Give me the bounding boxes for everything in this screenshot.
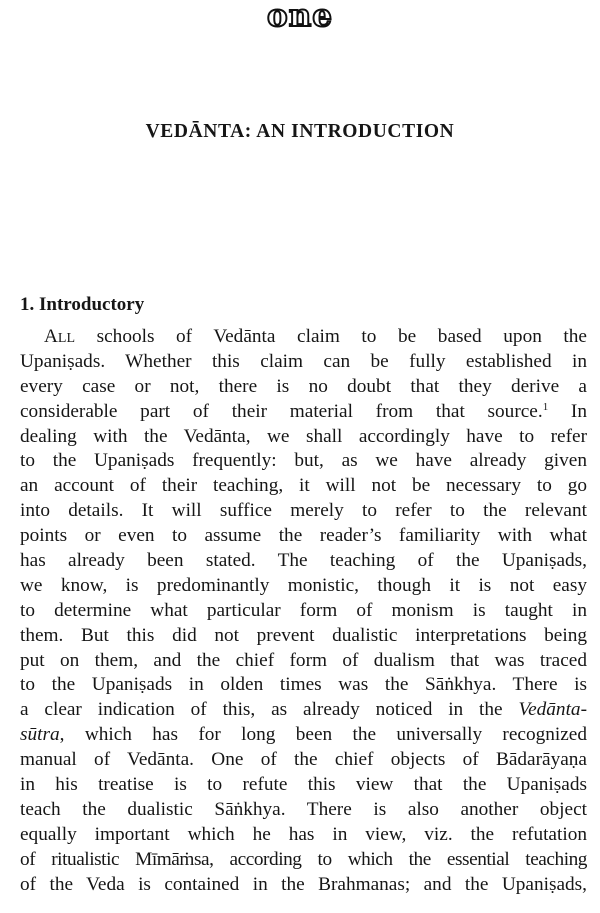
section-heading: 1. Introductory — [20, 294, 145, 315]
text-line: has already been stated. The teaching of the Upaniṣads, — [20, 550, 587, 572]
text-line: dealing with the Vedānta, we shall accordingly have to refer — [20, 425, 587, 447]
italic-title: sūtra — [20, 724, 60, 746]
text-line: to the Upaniṣads frequently: but, as we have already given — [20, 450, 587, 472]
text-line: we know, is predominantly monistic, though it is not easy — [20, 574, 587, 596]
text-line: manual of Vedānta. One of the chief objects of Bādarāyaṇa — [20, 749, 587, 771]
text-line: to determine what particular form of monism is taught in — [20, 599, 587, 621]
text-line: All schools of Vedānta claim to be based upon the — [44, 326, 587, 347]
text-line: put on them, and the chief form of dualism that was traced — [20, 649, 587, 671]
text-line: to the Upaniṣads in olden times was the Sāṅkhya. There is — [20, 674, 587, 696]
text-line: sūtra, which has for long been the universally recognized — [20, 724, 587, 746]
footnote-marker: 1 — [542, 400, 549, 413]
text-line: points or even to assume the reader’s familiarity with what — [20, 525, 587, 547]
text-line: an account of their teaching, it will not be necessary to go — [20, 475, 587, 497]
text-line: Upaniṣads. Whether this claim can be fully established in — [20, 350, 587, 372]
text-line: of the Veda is contained in the Brahmanas; and the Upaniṣads, — [20, 873, 587, 895]
chapter-title: VEDĀNTA: AN INTRODUCTION — [145, 121, 455, 142]
text-line: considerable part of their material from that source.$^1$ In — [20, 400, 587, 422]
lead-small-caps: All — [44, 326, 76, 347]
text-line: a clear indication of this, as already noticed in the Vedānta- — [20, 699, 587, 721]
body-paragraph — [20, 325, 587, 897]
text-line: in his treatise is to refute this view that the Upaniṣads — [20, 774, 587, 796]
text-line: them. But this did not prevent dualistic interpretations being — [20, 624, 587, 646]
text-line: into details. It will suffice merely to refer to the relevant — [20, 500, 587, 522]
text-line: equally important which he has in view, viz. the refutation — [20, 823, 587, 845]
text-line: of ritualistic Mīmāṁsa, according to which the essential teaching — [20, 848, 587, 870]
chapter-number: one — [267, 0, 333, 34]
text-line: every case or not, there is no doubt that they derive a — [20, 375, 587, 397]
italic-title: Vedānta- — [518, 699, 587, 721]
text-line: teach the dualistic Sāṅkhya. There is also another object — [20, 798, 587, 820]
